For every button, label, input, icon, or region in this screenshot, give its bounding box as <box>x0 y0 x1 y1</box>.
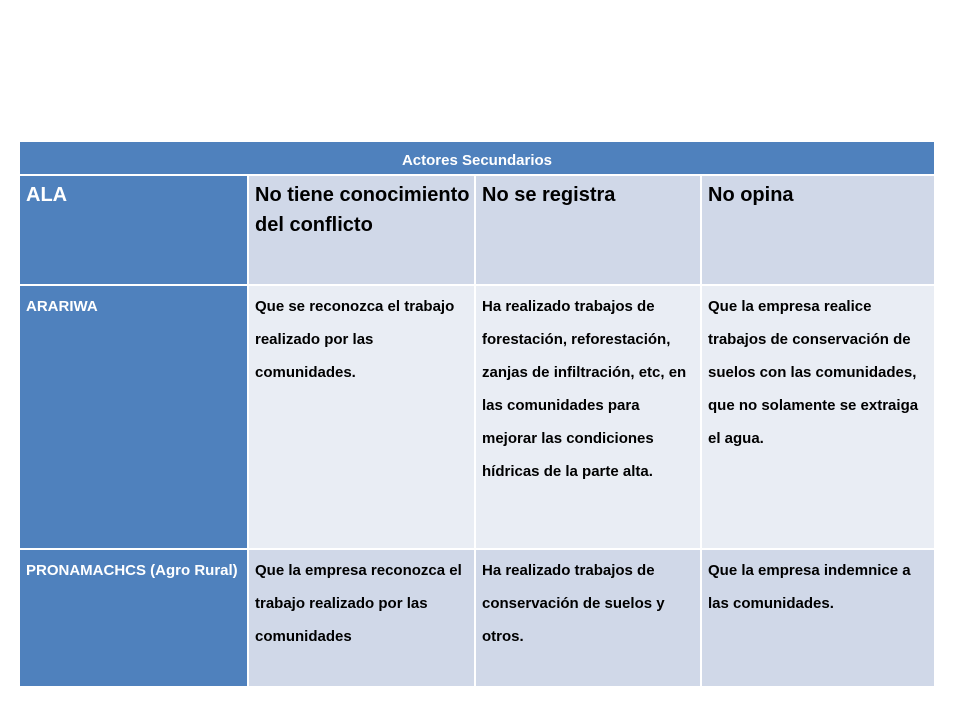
table-cell: Ha realizado trabajos de conservación de suelos y otros. <box>475 549 701 687</box>
actor-name: ARARIWA <box>19 285 248 549</box>
table-cell: Que la empresa reconozca el trabajo realizado por las comunidades <box>248 549 475 687</box>
actor-name: PRONAMACHCS (Agro Rural) <box>19 549 248 687</box>
table-cell: Que la empresa indemnice a las comunidades. <box>701 549 935 687</box>
table-cell: No opina <box>701 175 935 285</box>
table-cell: Que se reconozca el trabajo realizado por las comunidades. <box>248 285 475 549</box>
table-cell: Que la empresa realice trabajos de conservación de suelos con las comunidades, que no solamente se extraiga el agua. <box>701 285 935 549</box>
table-row <box>19 549 935 687</box>
table-row <box>19 175 935 285</box>
table-cell: No se registra <box>475 175 701 285</box>
actors-table <box>18 140 936 688</box>
table-header: Actores Secundarios <box>19 141 935 175</box>
table-cell: Ha realizado trabajos de forestación, reforestación, zanjas de infiltración, etc, en las comunidades para mejorar las condiciones hídricas de la parte alta. <box>475 285 701 549</box>
table-cell: No tiene conocimiento del conflicto <box>248 175 475 285</box>
table-row <box>19 285 935 549</box>
table-header-row <box>19 141 935 175</box>
actor-name: ALA <box>19 175 248 285</box>
